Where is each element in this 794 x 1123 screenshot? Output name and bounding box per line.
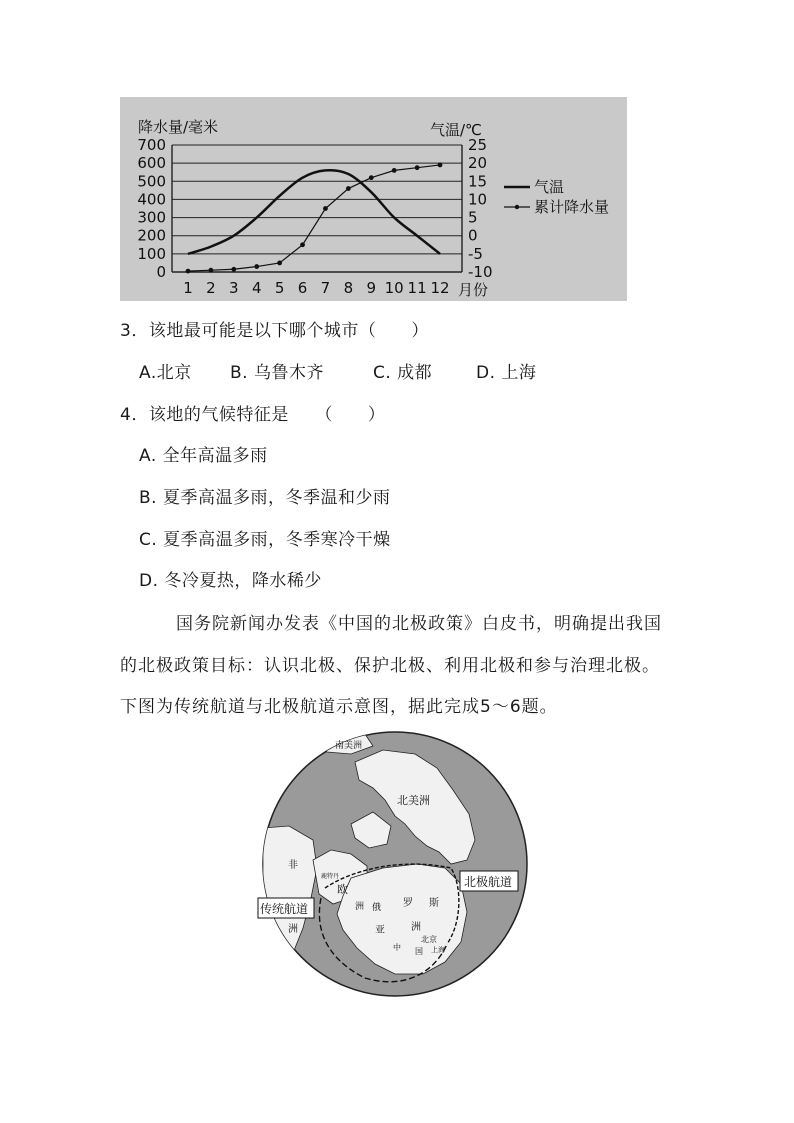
question-3-option-b[interactable]: B. 乌鲁木齐 [230,363,324,383]
map-svg [255,728,540,1006]
legend-label-temperature: 气温 [534,178,565,196]
label-europe-2: 洲 [355,902,365,912]
chart-legend [504,178,609,216]
series-point-precipitation [254,264,259,269]
x-tick-label: 12 [430,279,450,297]
passage-line-3: 下图为传统航道与北极航道示意图，据此完成5～6题。 [120,697,558,717]
label-russia-1: 俄 [372,903,382,913]
label-africa-1: 非 [288,860,298,871]
label-south-america: 南美洲 [335,741,363,751]
x-tick-label: 7 [320,279,331,297]
chart-svg [120,97,627,301]
arctic-route-map [255,728,540,1006]
passage-line-1: 国务院新闻办发表《中国的北极政策》白皮书，明确提出我国 [176,614,662,634]
callout-arctic-route-text: 北极航道 [464,875,513,889]
label-north-america: 北美洲 [397,794,430,807]
callout-traditional-route-text: 传统航道 [260,902,309,916]
y-left-tick-label: 700 [137,136,166,154]
y-left-tick-label: 600 [137,154,166,173]
label-rotterdam: 鹿特丹 [321,873,340,880]
y-right-axis-label: 气温/℃ [430,121,482,139]
series-line-temperature [188,170,440,254]
legend-label-precipitation: 累计降水量 [534,198,610,216]
label-russia-3: 斯 [429,898,439,909]
label-beijing: 北京 [421,935,437,944]
legend-dot-precipitation [515,205,519,209]
question-3-option-c[interactable]: C. 成都 [373,363,433,383]
x-tick-label: 3 [229,279,239,297]
y-left-axis-label: 降水量/毫米 [138,118,219,136]
series-point-precipitation [438,163,443,168]
y-right-tick-label: -5 [468,244,483,263]
series-point-precipitation [369,175,374,180]
y-left-tick-label: 500 [137,172,166,191]
series-point-precipitation [277,261,282,266]
climate-chart [120,97,627,301]
series-point-precipitation [392,168,397,173]
x-tick-label: 6 [297,279,308,297]
question-3-stem: 3．该地最可能是以下哪个城市（ ） [120,321,429,341]
chart-gridlines [172,145,462,272]
x-tick-label: 10 [384,279,404,297]
series-point-precipitation [300,242,305,247]
x-tick-label: 2 [206,279,216,297]
question-4-option-b[interactable]: B. 夏季高温多雨，冬季温和少雨 [139,488,391,508]
label-asia-2: 洲 [411,922,421,933]
chart-ticks [137,136,492,297]
y-left-tick-label: 200 [137,226,166,245]
y-right-tick-label: 15 [468,172,488,191]
y-left-tick-label: 400 [137,190,166,209]
series-point-precipitation [346,186,351,191]
y-left-tick-label: 300 [137,208,166,227]
label-china-1: 中 [393,943,401,952]
series-point-precipitation [323,206,328,211]
question-3-option-d[interactable]: D. 上海 [476,363,537,383]
label-russia-2: 罗 [403,898,413,909]
callout-traditional-route [258,898,314,918]
x-axis-label: 月份 [458,281,489,299]
question-4-option-c[interactable]: C. 夏季高温多雨，冬季寒冷干燥 [139,530,391,550]
question-3-option-a[interactable]: A.北京 [139,363,192,383]
x-tick-label: 1 [183,279,193,297]
label-asia-1: 亚 [375,925,385,936]
passage-line-2: 的北极政策目标：认识北极、保护北极、利用北极和参与治理北极。 [120,656,660,676]
x-tick-label: 8 [343,279,354,297]
label-china-2: 国 [415,947,423,956]
y-right-tick-label: 20 [468,154,488,173]
question-4-option-d[interactable]: D. 冬冷夏热，降水稀少 [139,571,322,591]
y-right-tick-label: 25 [468,136,488,154]
series-point-precipitation [231,267,236,272]
label-africa-2: 洲 [288,924,298,935]
y-right-tick-label: -10 [468,263,493,281]
y-left-tick-label: 100 [137,244,166,263]
y-right-tick-label: 0 [468,226,478,245]
series-point-precipitation [415,165,420,170]
y-left-tick-label: 0 [156,263,166,281]
series-point-precipitation [209,268,214,273]
x-tick-label: 4 [251,279,262,297]
label-shanghai: 上海 [431,946,445,954]
question-4-stem: 4．该地的气候特征是 （ ） [120,405,386,425]
callout-arctic-route [460,871,518,891]
x-tick-label: 5 [274,279,285,297]
label-europe-1: 欧 [337,883,348,896]
y-right-tick-label: 10 [468,190,488,209]
x-tick-label: 9 [366,279,377,297]
series-point-precipitation [186,269,191,274]
x-tick-label: 11 [407,279,427,297]
y-right-tick-label: 5 [468,208,478,227]
question-4-option-a[interactable]: A. 全年高温多雨 [139,446,268,466]
